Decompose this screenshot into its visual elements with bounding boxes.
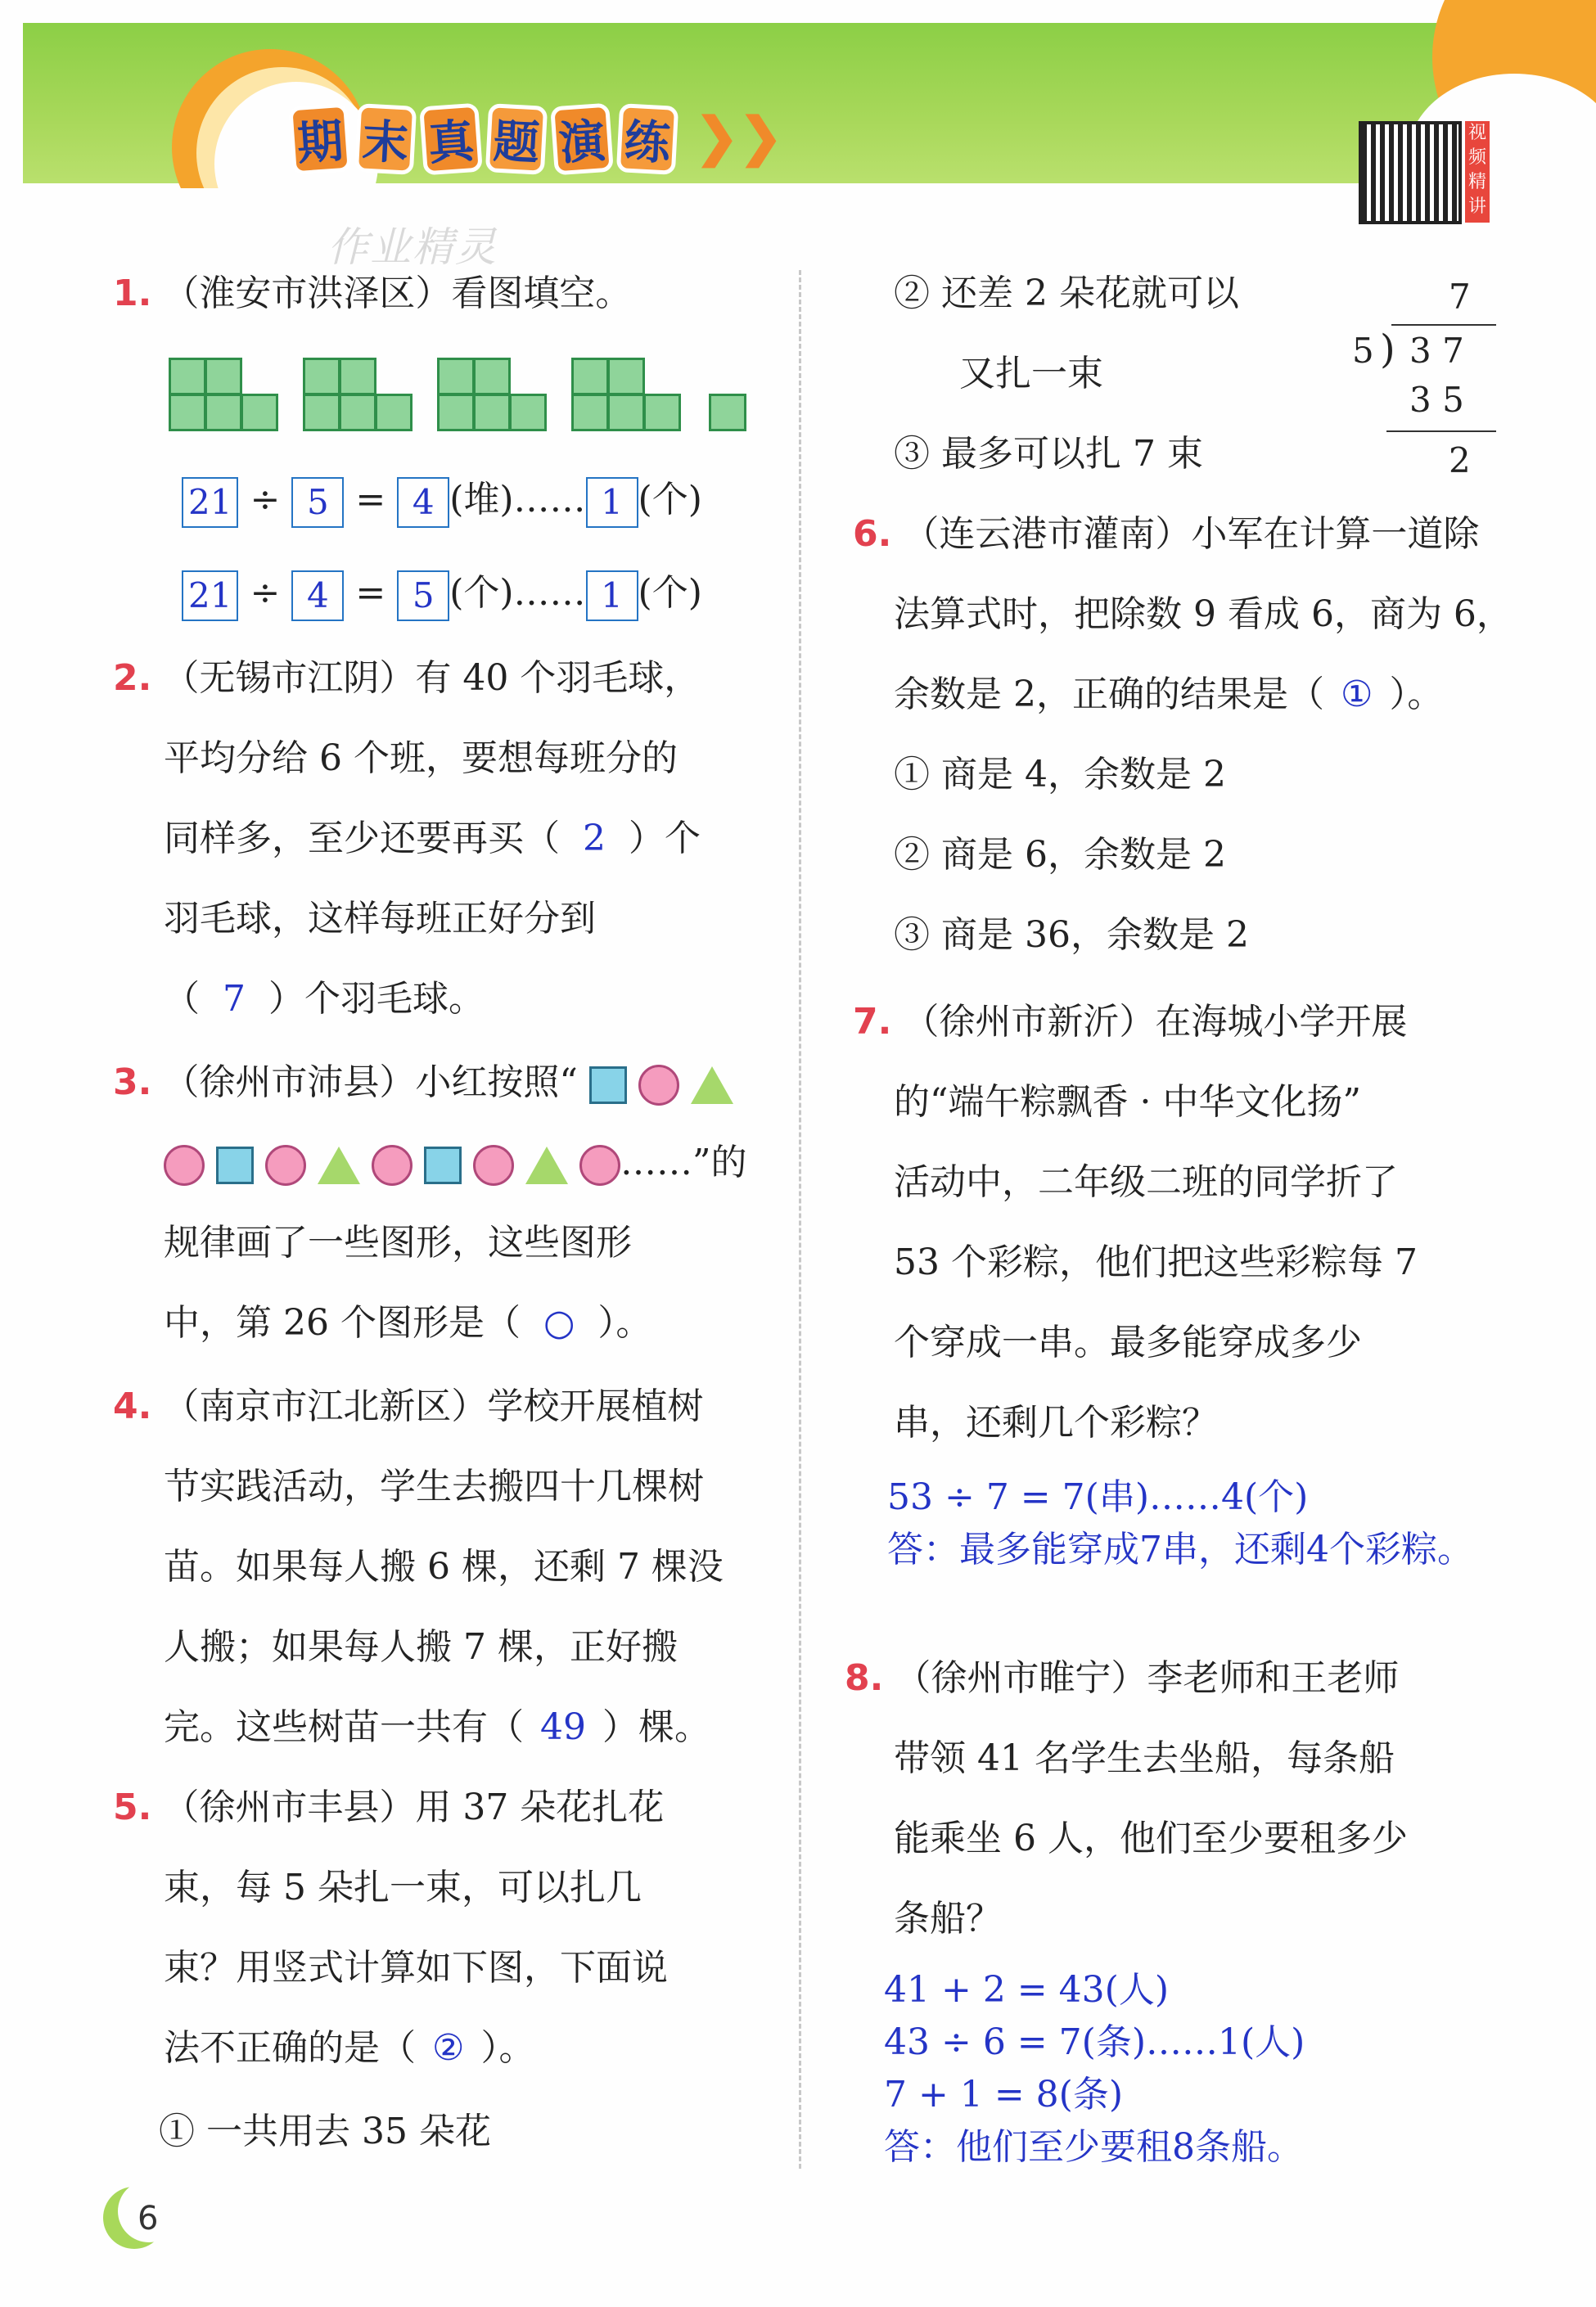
q6-line: 法算式时，把除数 9 看成 6，商为 6，: [894, 593, 1513, 635]
q7-line: 53 个彩粽，他们把这些彩粽每 7: [894, 1241, 1418, 1283]
title-char: 演: [550, 103, 614, 176]
q5-option-cont: 又扎一束: [959, 353, 1103, 394]
question-text: ）。: [480, 2027, 535, 2069]
q4-line: 节实践活动，学生去搬四十几棵树: [164, 1466, 704, 1507]
question-text: ）。: [597, 1302, 652, 1344]
cube: [339, 394, 376, 431]
answer-text: 2: [583, 818, 606, 859]
q6-line: [894, 655, 1443, 735]
q1-equation-2: [182, 565, 702, 622]
q5-option: ③ 最多可以扎 7 束: [894, 433, 1203, 475]
question-number: 5.: [113, 1787, 152, 1828]
q6-option: ③ 商是 36，余数是 2: [894, 914, 1249, 956]
question-text: ）个羽毛球。: [268, 978, 485, 1020]
question-text: ）个: [629, 818, 701, 859]
circle-shape-icon: [638, 1065, 679, 1106]
q7-line: [853, 982, 1407, 1062]
question-number: 7.: [853, 1001, 892, 1043]
cube: [169, 394, 206, 431]
qr-code-icon[interactable]: [1359, 121, 1462, 224]
q4-line: [113, 1367, 703, 1447]
q8-line: 条船？: [894, 1898, 1002, 1940]
cube: [473, 358, 511, 395]
q2-line: [164, 959, 485, 1039]
triangle-shape-icon: [691, 1066, 733, 1104]
cube: [709, 394, 746, 431]
square-shape-icon: [589, 1066, 627, 1104]
question-text: 法不正确的是（: [164, 2027, 416, 2069]
question-text: ）。: [1389, 674, 1444, 715]
q5-line: [113, 1768, 664, 1848]
cube: [205, 394, 242, 431]
q4-line: 人搬；如果每人搬 7 棵，正好搬: [164, 1626, 678, 1668]
question-text: 余数是 2，正确的结果是（: [894, 674, 1324, 715]
question-text: 同样多，至少还要再买（: [164, 818, 560, 859]
cube: [643, 394, 681, 431]
q8-line: 带领 41 名学生去坐船，每条船: [894, 1737, 1395, 1779]
q7-line: 活动中，二年级二班的同学折了: [894, 1161, 1398, 1203]
cube: [473, 394, 511, 431]
cube: [509, 394, 547, 431]
question-number: 6.: [853, 513, 892, 555]
answer-box[interactable]: 1: [586, 477, 638, 528]
question-text: （南京市江北新区）学校开展植树: [163, 1386, 704, 1427]
title-char: 练: [616, 103, 679, 175]
triangle-shape-icon: [318, 1147, 360, 1184]
q8-answer-line: 答：他们至少要租8条船。: [884, 2126, 1303, 2168]
unit-text: (堆)……: [449, 479, 586, 520]
q6-option: ② 商是 6，余数是 2: [894, 834, 1226, 876]
q6-line: [853, 494, 1479, 574]
q8-work-line: 43 ÷ 6 = 7(条)……1(人): [884, 2021, 1305, 2063]
division-divisor: 5: [1352, 331, 1374, 371]
cube: [339, 358, 376, 395]
operator: ÷: [250, 479, 281, 520]
q8-line: [845, 1638, 1399, 1719]
title-char: 真: [419, 103, 483, 176]
question-text: （连云港市灌南）小军在计算一道除: [903, 513, 1480, 555]
answer-text: ○: [543, 1302, 575, 1344]
q7-line: 个穿成一串。最多能穿成多少: [894, 1322, 1362, 1363]
circle-shape-icon: [164, 1145, 205, 1186]
q8-work-line: 7 + 1 = 8(条): [884, 2074, 1123, 2116]
q5-option: ② 还差 2 朵花就可以: [894, 273, 1239, 314]
answer-box[interactable]: 4: [397, 477, 449, 528]
division-bracket: ): [1380, 327, 1395, 372]
q2-line: 羽毛球，这样每班正好分到: [164, 898, 596, 939]
answer-box[interactable]: 1: [586, 570, 638, 621]
q7-answer-line: 答：最多能穿成7串，还剩4个彩粽。: [887, 1529, 1473, 1570]
q3-line: [164, 1283, 651, 1363]
column-divider: [799, 270, 801, 2169]
q1-prompt: [113, 254, 631, 334]
question-text: ……”的: [620, 1142, 747, 1183]
title-char: 题: [485, 103, 548, 175]
q1-equation-1: [182, 471, 702, 529]
q4-line: [164, 1687, 710, 1768]
q3-pattern: [164, 1123, 747, 1203]
circle-shape-icon: [372, 1145, 413, 1186]
cube: [241, 394, 278, 431]
cube: [169, 358, 206, 395]
q5-line: 束，每 5 朵扎一束，可以扎几: [164, 1867, 642, 1908]
q5-option: ① 一共用去 35 朵花: [159, 2111, 491, 2152]
cube: [303, 358, 340, 395]
division-remainder: 2: [1449, 440, 1471, 480]
question-text: （: [164, 978, 200, 1020]
answer-text: ①: [1340, 674, 1373, 715]
question-number: 8.: [845, 1657, 884, 1699]
circle-shape-icon: [579, 1145, 620, 1186]
q7-work-line: 53 ÷ 7 = 7(串)……4(个): [887, 1476, 1309, 1518]
q8-work-line: 41 + 2 = 43(人): [884, 1969, 1169, 2011]
question-text: 中，第 26 个图形是（: [164, 1302, 521, 1344]
cube: [437, 394, 475, 431]
answer-box[interactable]: 21: [182, 570, 238, 621]
page-number: 6: [138, 2200, 159, 2237]
q2-line: [164, 799, 701, 879]
answer-text: ②: [432, 2027, 465, 2069]
q2-line: 平均分给 6 个班，要想每班分的: [164, 737, 678, 779]
question-text: 完。这些树苗一共有（: [164, 1706, 524, 1748]
question-text: （徐州市睢宁）李老师和王老师: [895, 1657, 1400, 1699]
q4-line: 苗。如果每人搬 6 棵，还剩 7 棵没: [164, 1546, 724, 1588]
question-number: 1.: [113, 273, 152, 314]
answer-box[interactable]: 21: [182, 477, 238, 528]
q3-line: 规律画了一些图形，这些图形: [164, 1222, 632, 1264]
cube: [375, 394, 413, 431]
answer-text: 7: [223, 978, 246, 1020]
circle-shape-icon: [265, 1145, 306, 1186]
square-shape-icon: [216, 1147, 254, 1184]
division-quotient: 7: [1449, 277, 1471, 317]
qr-label: 视频精讲: [1465, 121, 1490, 223]
question-text: （徐州市丰县）用 37 朵花扎花: [163, 1787, 665, 1828]
question-text: （徐州市沛县）小红按照“: [163, 1061, 578, 1103]
q5-line: [164, 2008, 534, 2088]
watermark: 作业精灵: [327, 223, 498, 271]
question-text: ）棵。: [602, 1706, 710, 1748]
q7-line: 串，还剩几个彩粽？: [894, 1402, 1218, 1444]
answer-text: 49: [540, 1706, 586, 1748]
title-char: 末: [354, 103, 417, 175]
cube: [303, 394, 340, 431]
square-shape-icon: [424, 1147, 462, 1184]
operator: ÷: [250, 572, 281, 614]
equals: =: [355, 572, 386, 614]
cube: [437, 358, 475, 395]
question-text: （徐州市新沂）在海城小学开展: [903, 1001, 1408, 1043]
title-char: 期: [288, 103, 352, 176]
question-number: 3.: [113, 1061, 152, 1103]
q7-line: 的“端午粽飘香 · 中华文化扬”: [894, 1081, 1361, 1123]
section-title: [291, 105, 782, 173]
question-text: （淮安市洪泽区）看图填空。: [163, 273, 632, 314]
q5-line: 束？用竖式计算如下图，下面说: [164, 1947, 668, 1989]
division-line: [1386, 430, 1496, 432]
division-dividend: 3 7: [1409, 331, 1464, 371]
triangle-shape-icon: [525, 1147, 568, 1184]
q2-line: [113, 638, 700, 719]
answer-box[interactable]: 4: [291, 570, 344, 621]
cube: [607, 394, 645, 431]
page-header: [0, 0, 1596, 188]
answer-box[interactable]: 5: [397, 570, 449, 621]
division-product: 3 5: [1409, 380, 1464, 420]
circle-shape-icon: [473, 1145, 514, 1186]
answer-box[interactable]: 5: [291, 477, 344, 528]
question-number: 2.: [113, 657, 152, 699]
q3-line: [113, 1043, 733, 1123]
equals: =: [355, 479, 386, 520]
cube: [205, 358, 242, 395]
unit-text: (个)……: [449, 572, 586, 614]
title-arrows-icon: ❯❯: [695, 106, 783, 168]
question-number: 4.: [113, 1386, 152, 1427]
cube: [571, 394, 609, 431]
unit-text: (个): [638, 479, 702, 520]
unit-text: (个): [638, 572, 702, 614]
cube: [607, 358, 645, 395]
q6-option: ① 商是 4，余数是 2: [894, 754, 1226, 795]
cube: [571, 358, 609, 395]
q8-line: 能乘坐 6 人，他们至少要租多少: [894, 1818, 1408, 1859]
question-text: （无锡市江阴）有 40 个羽毛球，: [163, 657, 701, 699]
